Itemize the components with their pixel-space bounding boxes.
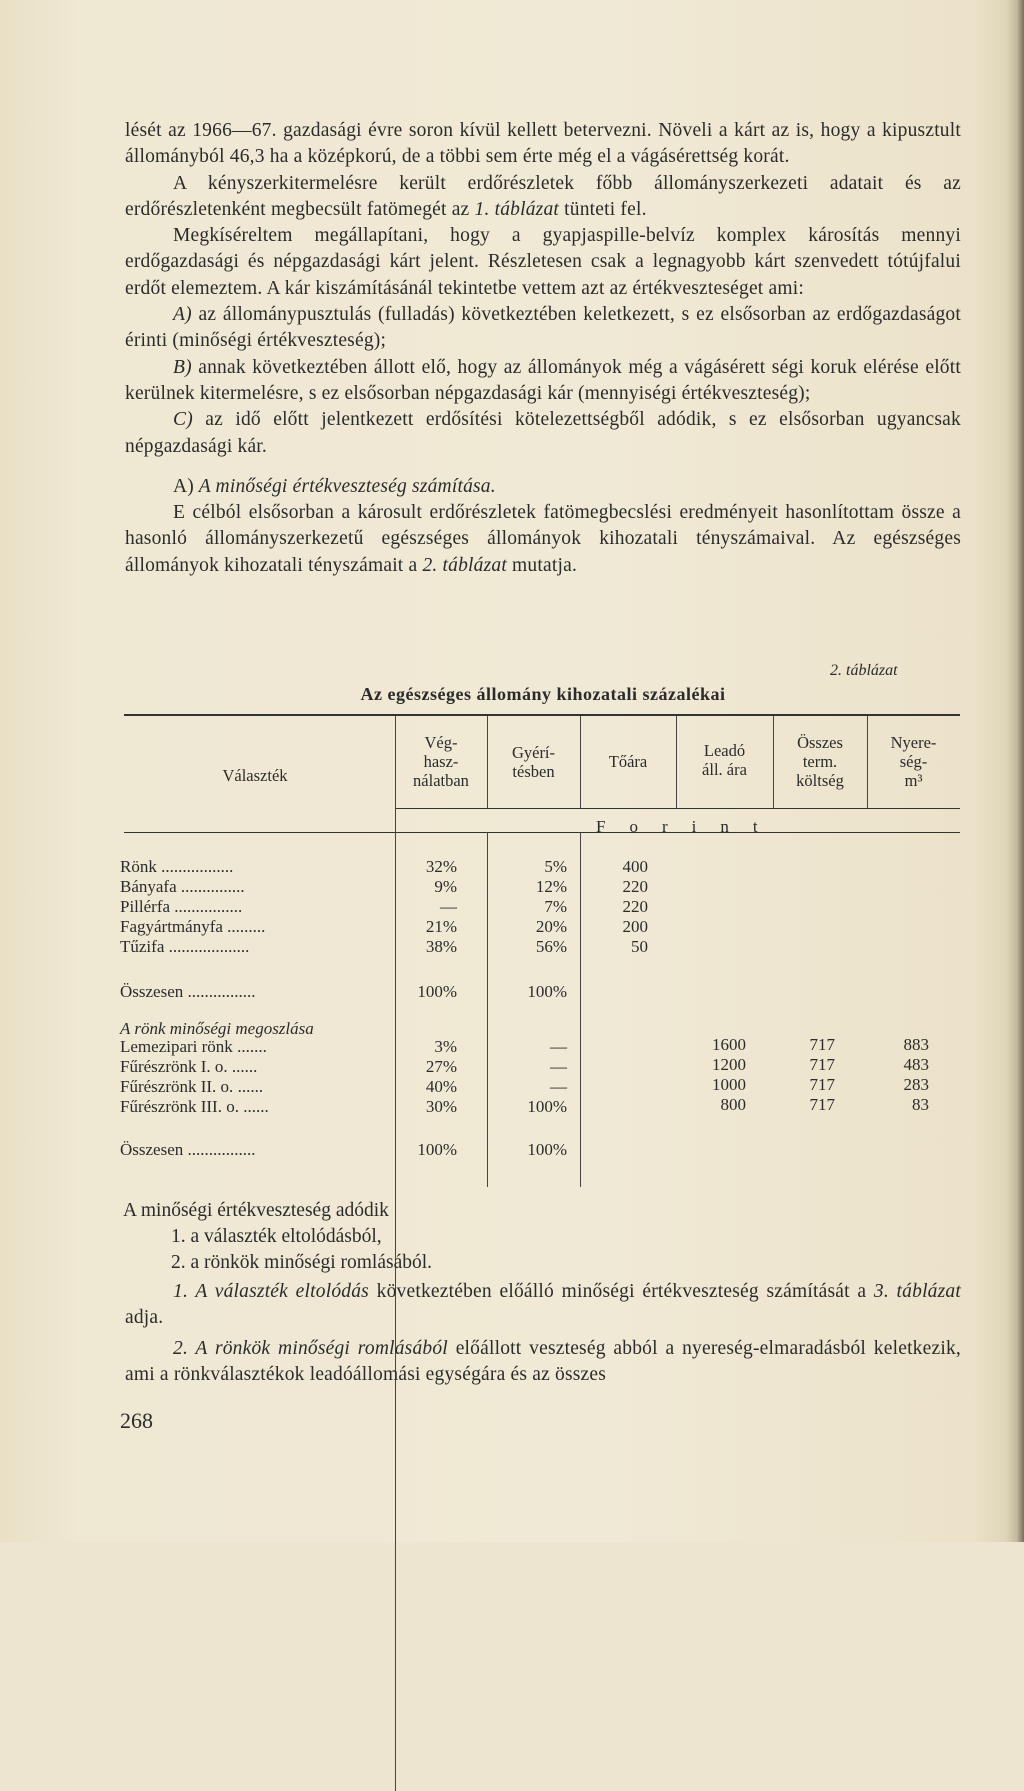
row-label: Rönk ................. bbox=[120, 857, 234, 876]
header-gyerites bbox=[487, 743, 580, 781]
item-c-text: az idő előtt jelentkezett erdősítési kötelezettségből adódik, s ez elsősorban ugyancsak népgazdasági kár. bbox=[125, 409, 961, 457]
header-line: m³ bbox=[904, 771, 923, 790]
p6-text: előállott veszteség abból a nyereség-elmaradásból keletkezik, ami a rönkválasztékok leadóállomási egységára és az összes bbox=[125, 1337, 961, 1385]
paragraph-c bbox=[125, 407, 961, 460]
cell-leado: 1000 bbox=[712, 1075, 746, 1094]
item-a-text: az állománypusztulás (fulladás) következtében keletkezett, s ez elsősorban az erdőgazdaságot érinti (minőségi értékveszteség); bbox=[125, 304, 961, 352]
cell-nyere: 483 bbox=[903, 1055, 929, 1074]
header-veghasznalat bbox=[395, 733, 487, 790]
cell-veg: 30% bbox=[425, 1097, 457, 1116]
body-text-bottom bbox=[125, 1279, 961, 1388]
row-label: Fagyártmányfa ......... bbox=[120, 917, 266, 936]
paragraph-3: Megkíséreltem megállapítani, hogy a gyapjaspille-belvíz komplex károsítás mennyi erdőgazdasági és népgazdasági kárt jelent. Részletesen csak a legnagyobb kárt szenvedett tótújfalui erdőt elemeztem. A kár kiszámításánál tekintetbe vettem azt az értékveszteséget ami: bbox=[125, 225, 961, 299]
page-number: 268 bbox=[120, 1408, 153, 1433]
header-rule bbox=[395, 808, 960, 809]
list-item-2: 2. a rönkök minőségi romlásából. bbox=[171, 1252, 433, 1273]
paragraph-2-text: A kényszerkitermelésre került erdőrészletek főbb állományszerkezeti adatait és az erdőrészletenként megbecsült fatömegét az bbox=[125, 172, 961, 220]
body-text-top bbox=[125, 118, 961, 579]
cell-gyeri: 56% bbox=[535, 937, 567, 956]
header-line: ség- bbox=[899, 752, 928, 771]
p5-text: következtében előálló minőségi értékveszteség számítását a bbox=[368, 1281, 874, 1302]
cell-toara: 400 bbox=[622, 857, 648, 876]
header-line: költség bbox=[796, 771, 844, 790]
cell-nyere: 883 bbox=[903, 1035, 929, 1054]
cell-nyere: 83 bbox=[912, 1095, 929, 1114]
cell-gyeri: 100% bbox=[527, 1097, 567, 1116]
cell-veg: 38% bbox=[425, 937, 457, 956]
after-intro: A minőségi értékveszteség adódik bbox=[123, 1200, 389, 1221]
row-label: Bányafa ............... bbox=[120, 877, 245, 896]
row-label: Lemezipari rönk ....... bbox=[120, 1037, 267, 1056]
cell-toara: 220 bbox=[622, 897, 648, 916]
item-a-label: A) bbox=[173, 304, 192, 326]
row-label: Fűrészrönk III. o. ...... bbox=[120, 1097, 269, 1116]
header-osszes bbox=[773, 733, 867, 790]
cell-gyeri: 5% bbox=[544, 857, 567, 876]
header-line: Nyere- bbox=[890, 733, 937, 752]
row-label: Fűrészrönk II. o. ...... bbox=[120, 1077, 264, 1096]
header-line: Összes bbox=[797, 733, 843, 752]
paragraph-2-end: tünteti fel. bbox=[559, 198, 647, 220]
p5-end: adja. bbox=[125, 1307, 164, 1329]
cell-nyere: 283 bbox=[903, 1075, 929, 1094]
cell-veg: — bbox=[440, 897, 457, 916]
cell-gyeri: 7% bbox=[544, 897, 567, 916]
paragraph-2 bbox=[125, 171, 961, 224]
header-line: hasz- bbox=[423, 752, 459, 771]
total-gyeri: 100% bbox=[527, 982, 567, 1001]
cell-osszes: 717 bbox=[809, 1095, 835, 1114]
total-label: Összesen ................ bbox=[120, 982, 256, 1001]
item-b-text: annak következtében állott elő, hogy az állományok még a vágásérett ségi koruk elérése előtt kerülnek kitermelésre, s ez elsősorban népgazdasági kár (mennyiségi értékveszteség); bbox=[125, 356, 961, 404]
cell-gyeri: — bbox=[550, 1077, 567, 1096]
section-a-title: A minőségi értékveszteség számítása. bbox=[193, 475, 496, 497]
header-line: Gyérí- bbox=[511, 743, 556, 762]
cell-leado: 1600 bbox=[712, 1035, 746, 1054]
paragraph-b bbox=[125, 355, 961, 408]
header-line: nálatban bbox=[413, 771, 469, 790]
cell-gyeri: 12% bbox=[535, 877, 567, 896]
table-reference-3: 3. táblázat bbox=[873, 1281, 961, 1302]
cell-gyeri: 20% bbox=[535, 917, 567, 936]
paragraph-5 bbox=[125, 1279, 961, 1332]
header-line: áll. ára bbox=[702, 760, 747, 779]
subheading: A rönk minőségi megoszlása bbox=[120, 1019, 314, 1038]
paragraph-4-text: E célból elsősorban a károsult erdőrészletek fatömegbecslési eredményeit hasonlítottam össze a hasonló állományszerkezetű egészséges állományok kihozatali tényszámaival. Az egészséges állományok kihozatali tényszámait a bbox=[125, 502, 961, 576]
cell-toara: 50 bbox=[631, 937, 648, 956]
cell-veg: 9% bbox=[434, 877, 457, 896]
header-nyereseg bbox=[867, 733, 960, 790]
cell-osszes: 717 bbox=[809, 1055, 835, 1074]
cell-toara: 200 bbox=[622, 917, 648, 936]
cell-gyeri: — bbox=[550, 1057, 567, 1076]
cell-osszes: 717 bbox=[809, 1035, 835, 1054]
header-valasztek: Választék bbox=[222, 766, 288, 785]
total-veg: 100% bbox=[417, 1140, 457, 1159]
paragraph-6 bbox=[125, 1336, 961, 1389]
p5-italic: A választék eltolódás bbox=[188, 1281, 369, 1302]
forint-rule bbox=[124, 832, 960, 833]
list-item-1: 1. a választék eltolódásból, bbox=[171, 1226, 382, 1247]
header-line: Leadó bbox=[703, 741, 746, 760]
cell-leado: 1200 bbox=[712, 1055, 746, 1074]
table-reference: 1. táblázat bbox=[474, 198, 560, 220]
cell-veg: 32% bbox=[425, 857, 457, 876]
p5-number: 1. bbox=[173, 1281, 189, 1302]
cell-osszes: 717 bbox=[809, 1075, 835, 1094]
header-line: tésben bbox=[512, 762, 555, 781]
paragraph-4 bbox=[125, 500, 961, 579]
section-a-number: A) bbox=[173, 475, 194, 497]
paragraph-4-end: mutatja. bbox=[506, 554, 578, 576]
item-c-label: C) bbox=[173, 409, 193, 431]
item-b-label: B) bbox=[173, 356, 192, 378]
forint-label: Forint bbox=[596, 817, 782, 836]
row-label: Pillérfa ................ bbox=[120, 897, 243, 916]
cell-leado: 800 bbox=[720, 1095, 746, 1114]
total-veg: 100% bbox=[417, 982, 457, 1001]
header-line: Vég- bbox=[424, 733, 458, 752]
header-toara: Tőára bbox=[608, 752, 648, 771]
cell-toara: 220 bbox=[622, 877, 648, 896]
table-reference-2: 2. táblázat bbox=[422, 554, 507, 576]
row-label: Tűzifa ................... bbox=[120, 937, 250, 956]
table-number: 2. táblázat bbox=[830, 662, 898, 679]
page-edge-shadow bbox=[1006, 0, 1024, 1542]
cell-veg: 21% bbox=[425, 917, 457, 936]
total-gyeri: 100% bbox=[527, 1140, 567, 1159]
table-top-rule bbox=[124, 714, 960, 716]
total-label: Összesen ................ bbox=[120, 1140, 256, 1159]
cell-gyeri: — bbox=[550, 1037, 567, 1056]
row-label: Fűrészrönk I. o. ...... bbox=[120, 1057, 258, 1076]
section-a-heading bbox=[125, 474, 961, 500]
table-title: Az egészséges állomány kihozatali százalékai bbox=[360, 684, 726, 704]
header-line: term. bbox=[802, 752, 838, 771]
p6-italic: A rönkök minőségi romlásából bbox=[188, 1337, 448, 1359]
paragraph-a bbox=[125, 302, 961, 355]
cell-veg: 3% bbox=[434, 1037, 457, 1056]
p6-number: 2. bbox=[173, 1337, 189, 1359]
cell-veg: 40% bbox=[425, 1077, 457, 1096]
paragraph-1: lését az 1966—67. gazdasági évre soron kívül kellett betervezni. Növeli a kárt az is, hogy a kipusztult állományból 46,3 ha a középkorú, de a többi sem érte még el a vágásérettség korát. bbox=[125, 120, 961, 168]
header-leado bbox=[676, 741, 773, 779]
cell-veg: 27% bbox=[425, 1057, 457, 1076]
